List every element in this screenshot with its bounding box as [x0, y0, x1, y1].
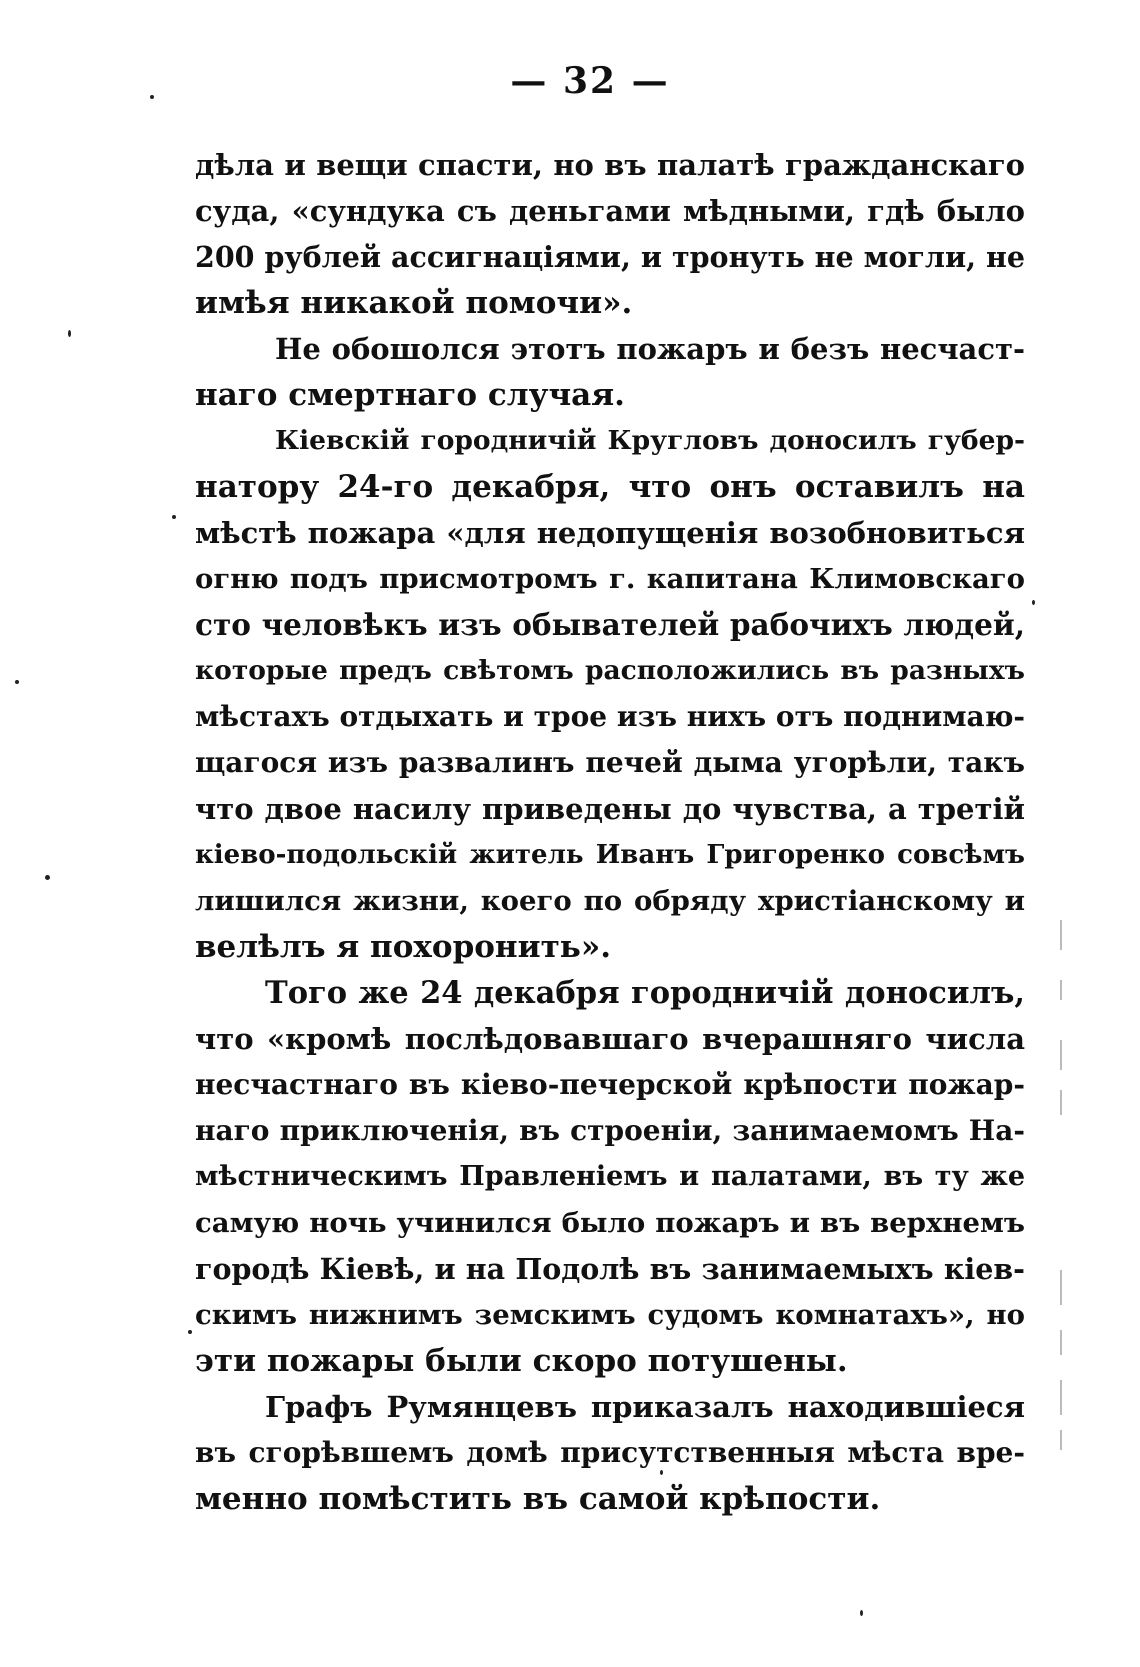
scan-edge-mark — [1060, 1330, 1062, 1355]
scan-speck — [45, 875, 50, 880]
scan-edge-mark — [1060, 1270, 1062, 1305]
text-line: городѣ Кіевѣ, и на Подолѣ въ занимаемыхъ кіев- — [195, 1252, 1025, 1286]
text-line: кіево-подольскій житель Иванъ Григоренко совсѣмъ — [195, 840, 1025, 870]
text-line: сто человѣкъ изъ обывателей рабочихъ людей, — [195, 607, 1025, 642]
text-line: въ сгорѣвшемъ домѣ присутственныя мѣста вре- — [195, 1436, 1025, 1469]
text-line: щагося изъ развалинъ печей дыма угорѣли, такъ — [195, 746, 1025, 779]
text-line: которые предъ свѣтомъ расположились въ разныхъ — [195, 655, 1025, 686]
scan-edge-mark — [1060, 920, 1062, 950]
text-line: Того же 24 декабря городничій доносилъ, — [265, 975, 1025, 1011]
text-line: Кіевскій городничій Кругловъ доносилъ губер- — [275, 425, 1025, 456]
text-line: лишился жизни, коего по обряду христіанскому и — [195, 885, 1025, 917]
text-line: что двое насилу приведены до чувства, а третій — [195, 792, 1025, 826]
text-line: имѣя никакой помочи». — [195, 285, 633, 321]
text-line: самую ночь учинился было пожаръ и въ верхнемъ — [195, 1207, 1025, 1239]
text-line: эти пожары были скоро потушены. — [195, 1343, 848, 1379]
text-line: мѣстахъ отдыхать и трое изъ нихъ отъ поднимаю- — [195, 700, 1026, 733]
scan-speck — [660, 1470, 663, 1475]
text-line: суда, «сундука съ деньгами мѣдными, гдѣ было — [195, 194, 1025, 228]
text-line: дѣла и вещи спасти, но въ палатѣ гражданскаго — [195, 148, 1025, 182]
text-line: Графъ Румянцевъ приказалъ находившіеся — [265, 1390, 1025, 1424]
scan-speck — [1032, 600, 1035, 605]
scan-edge-mark — [1060, 1380, 1062, 1415]
text-line: велѣлъ я похоронить». — [195, 929, 612, 965]
scan-speck — [68, 330, 71, 337]
text-line: 200 рублей ассигнаціями, и тронуть не могли, не — [195, 240, 1025, 274]
scan-edge-mark — [1060, 1430, 1062, 1450]
scan-edge-mark — [1060, 1040, 1062, 1070]
scan-edge-mark — [1060, 1090, 1062, 1115]
text-line: скимъ нижнимъ земскимъ судомъ комнатахъ», но — [195, 1299, 1025, 1331]
text-line: несчастнаго въ кіево-печерской крѣпости пожар- — [195, 1068, 1025, 1101]
text-line: что «кромѣ послѣдовавшаго вчерашняго числа — [195, 1022, 1025, 1056]
scan-speck — [15, 680, 19, 684]
scan-speck — [150, 95, 154, 99]
text-line: огню подъ присмотромъ г. капитана Климовскаго — [195, 563, 1025, 595]
scan-edge-mark — [1060, 980, 1062, 1000]
text-line: мѣстѣ пожара «для недопущенія возобновиться — [195, 516, 1025, 550]
text-body — [195, 142, 1025, 1522]
text-line: натору 24-го декабря, что онъ оставилъ на — [195, 469, 1025, 505]
text-line: наго смертнаго случая. — [195, 377, 625, 413]
scan-speck — [188, 1330, 192, 1334]
text-line: менно помѣстить въ самой крѣпости. — [195, 1481, 881, 1517]
text-line: Не обошолся этотъ пожаръ и безъ несчаст- — [275, 332, 1025, 366]
scan-speck — [172, 515, 176, 519]
text-line: наго приключенія, въ строеніи, занимаемомъ На- — [195, 1114, 1025, 1147]
page-number: — 32 — — [510, 60, 670, 102]
text-line: мѣстническимъ Правленіемъ и палатами, въ ту же — [195, 1161, 1025, 1192]
scan-speck — [860, 1610, 863, 1616]
